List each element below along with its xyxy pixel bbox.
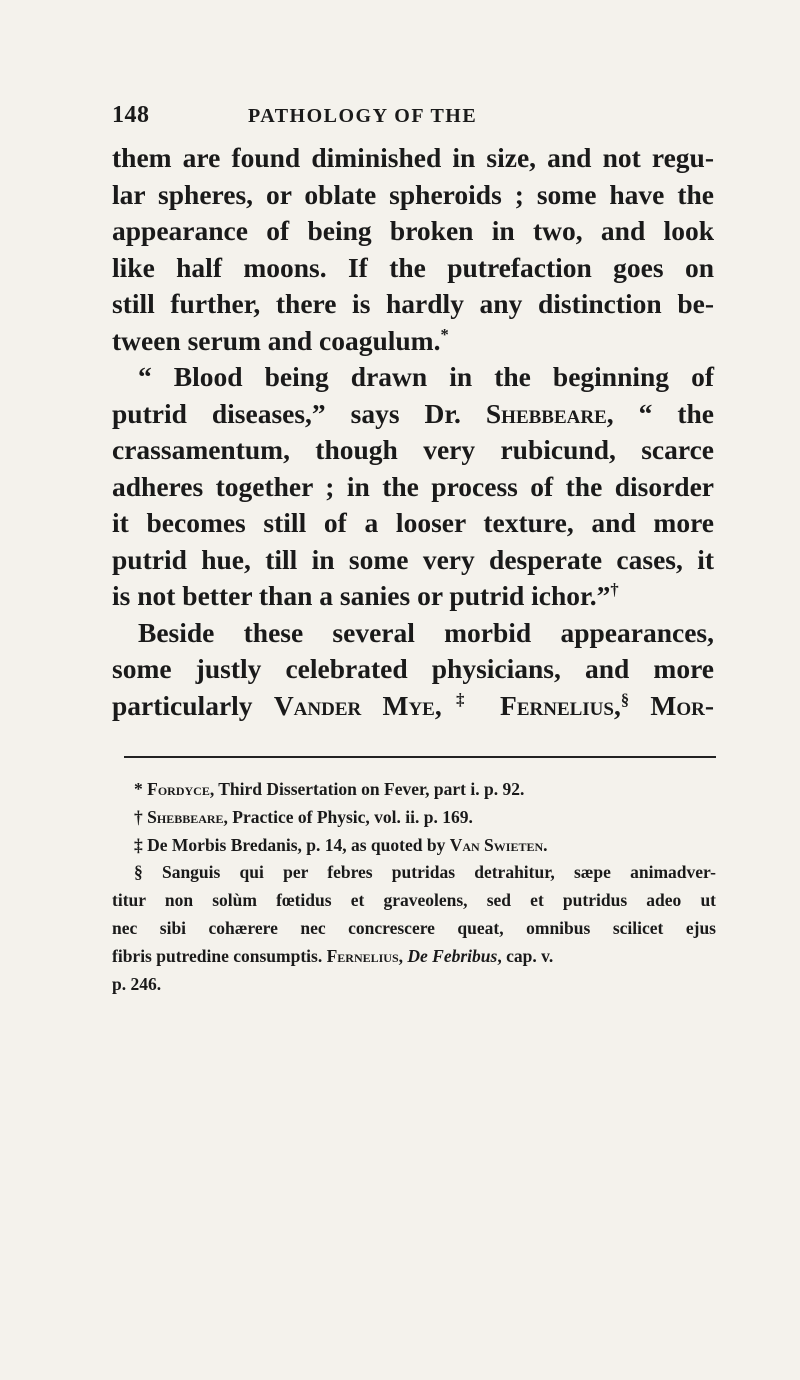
- author-name: Fernelius: [326, 945, 399, 966]
- text-line: putrid hue, till in some very desperate cases, it: [112, 543, 714, 575]
- text-line: crassamentum, though very rubicund, scarce: [112, 434, 714, 465]
- text-line: like half moons. If the putrefaction goes on: [112, 251, 714, 283]
- text-line: [112, 323, 714, 360]
- footnote-text: ,: [398, 945, 408, 966]
- text-line: [112, 396, 714, 433]
- footnote-rule: [124, 756, 716, 758]
- text-line: “ Blood being drawn in the beginning of: [138, 361, 714, 392]
- footnote-continuation: p. 246.: [112, 973, 162, 994]
- text-line: [112, 688, 714, 725]
- author-name: Shebbeare: [147, 806, 224, 827]
- text-run: ,: [613, 689, 621, 721]
- author-name: Fernelius: [500, 689, 614, 721]
- text-run: tween serum and coagulum.: [112, 324, 441, 356]
- footnote-mark: ‡: [134, 834, 148, 855]
- footnote: [112, 859, 716, 887]
- footnote-text: , cap. v.: [497, 945, 554, 966]
- author-name: Mor-: [650, 689, 714, 721]
- footnote-text: De Morbis Bredanis, p. 14, as quoted by: [147, 834, 450, 855]
- text-line: adheres together ; in the process of the disorder: [112, 470, 714, 502]
- author-name: Van Swieten: [449, 834, 544, 855]
- footnote-mark: §: [134, 862, 162, 883]
- footnote-mark: *: [134, 779, 148, 799]
- footnote-text: fibris putredine consumptis.: [112, 945, 327, 966]
- page-number: 148: [112, 102, 150, 128]
- footnote-continuation: [112, 943, 716, 971]
- text-run: [479, 690, 500, 721]
- running-title: PATHOLOGY OF THE: [248, 105, 478, 127]
- author-name: Shebbeare: [485, 397, 607, 429]
- text-run: [629, 690, 650, 721]
- footnote-mark: †: [134, 806, 148, 827]
- footnote-marker: *: [440, 324, 449, 344]
- footnote-text: , Practice of Physic, vol. ii. p. 169.: [223, 806, 473, 827]
- footnote-text: Sanguis qui per febres putridas detrahitur, sæpe animadver-: [161, 862, 717, 883]
- footnotes: [112, 776, 716, 998]
- text-line: appearance of being broken in two, and look: [112, 215, 714, 246]
- running-head: [112, 102, 712, 132]
- footnote: [112, 776, 716, 804]
- author-name: Vander Mye: [273, 689, 435, 721]
- text-line: them are found diminished in size, and not regu-: [112, 142, 714, 173]
- text-run: particularly: [112, 689, 274, 721]
- body-text: [112, 140, 714, 724]
- text-run: putrid diseases,” says Dr.: [112, 397, 486, 429]
- text-line: Beside these several morbid appearances,: [138, 616, 714, 648]
- footnote-continuation: titur non solùm fœtidus et graveolens, sed et putridus adeo ut: [112, 890, 716, 911]
- footnote-marker: ‡: [441, 689, 479, 709]
- text-line: [112, 578, 714, 615]
- footnote-marker: §: [620, 689, 630, 709]
- text-line: some justly celebrated physicians, and more: [112, 653, 714, 684]
- text-run: , “ the: [606, 397, 714, 429]
- footnote-text: .: [543, 834, 548, 855]
- footnote-marker: †: [610, 580, 619, 600]
- work-title: De Febribus: [407, 945, 498, 966]
- text-run: ,: [434, 689, 442, 721]
- text-line: lar spheres, or oblate spheroids ; some have the: [112, 178, 714, 210]
- text-line: still further, there is hardly any distinction be-: [112, 288, 714, 319]
- text-run: is not better than a sanies or putrid ichor.”: [112, 580, 611, 611]
- footnote: [112, 832, 716, 860]
- footnote-text: , Third Dissertation on Fever, part i. p. 92.: [209, 779, 525, 799]
- footnote: [112, 804, 716, 832]
- footnote-continuation: nec sibi cohærere nec concrescere queat, omnibus scilicet ejus: [112, 917, 716, 938]
- author-name: Fordyce: [147, 779, 210, 799]
- text-line: it becomes still of a looser texture, and more: [112, 507, 714, 538]
